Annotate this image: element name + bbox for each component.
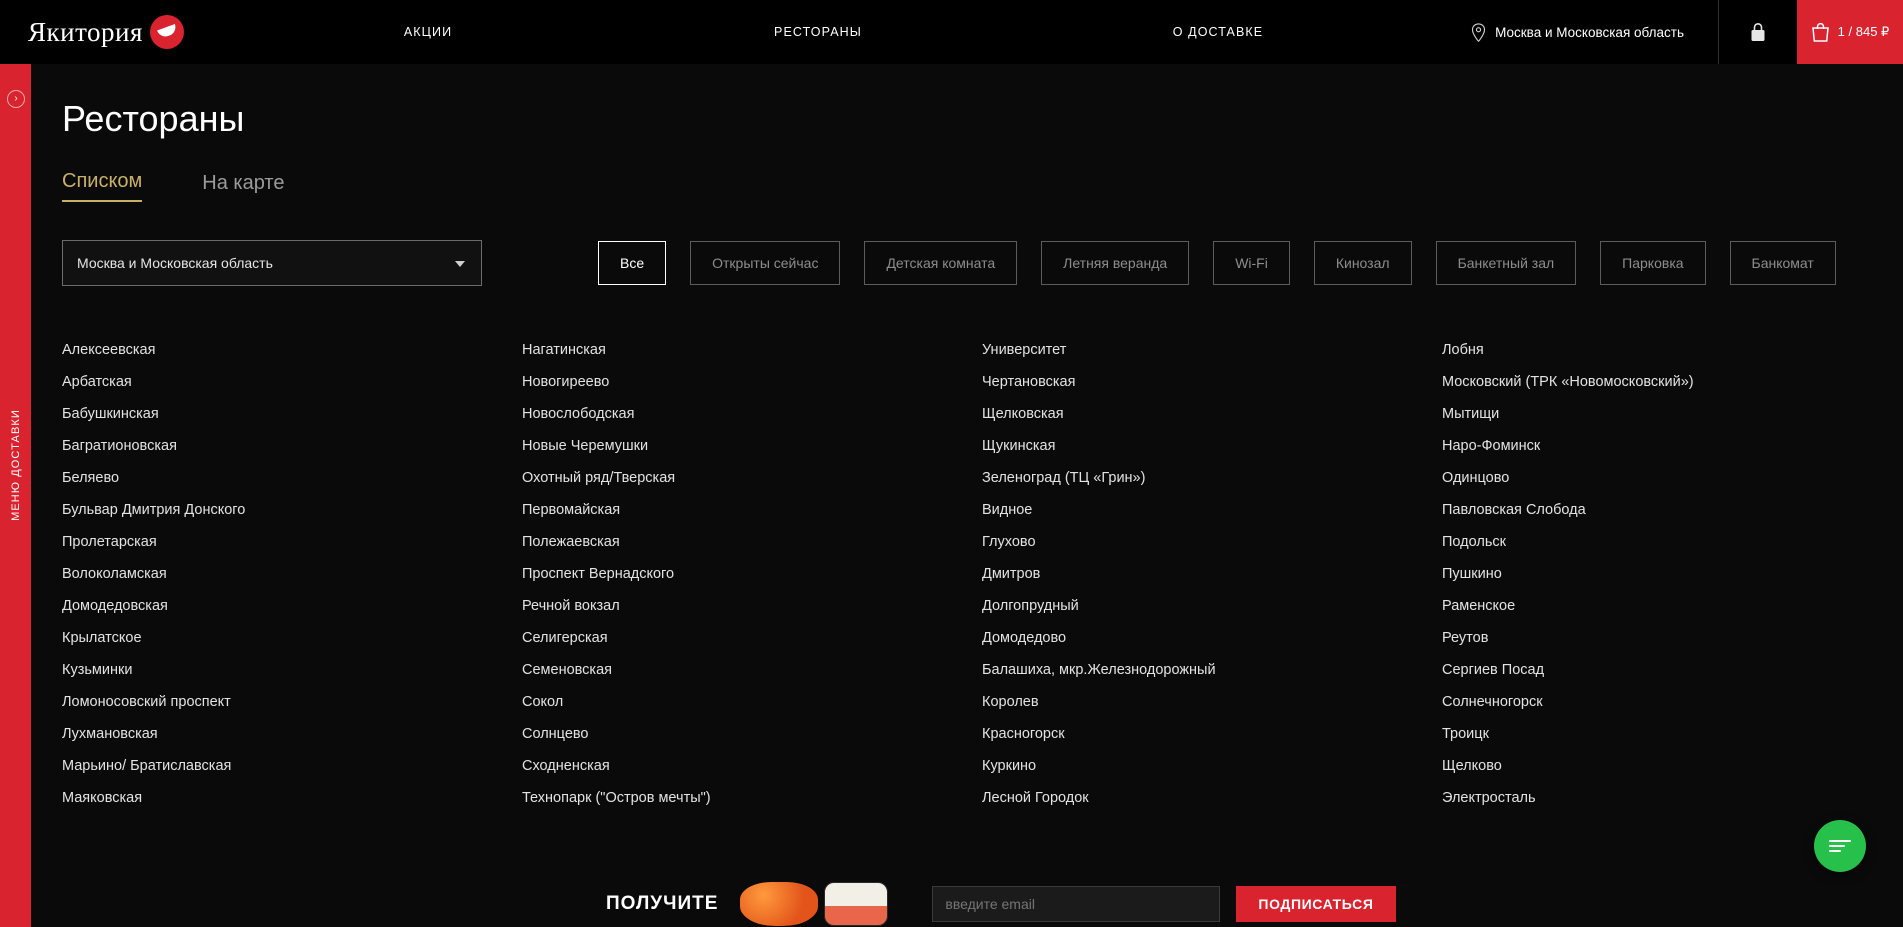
lock-icon bbox=[1749, 21, 1767, 43]
list-item[interactable]: Полежаевская bbox=[522, 534, 620, 550]
list-item[interactable]: Алексеевская bbox=[62, 342, 156, 358]
list-item[interactable]: Новослободская bbox=[522, 406, 635, 422]
subscribe-button[interactable]: ПОДПИСАТЬСЯ bbox=[1236, 886, 1395, 922]
email-field[interactable] bbox=[932, 886, 1220, 922]
filter-chip-cinema[interactable]: Кинозал bbox=[1314, 241, 1412, 285]
list-item[interactable]: Пушкино bbox=[1442, 566, 1502, 582]
location-column-1 bbox=[62, 334, 522, 814]
filter-chip-open-now[interactable]: Открыты сейчас bbox=[690, 241, 840, 285]
list-item[interactable]: Лобня bbox=[1442, 342, 1484, 358]
left-rail bbox=[0, 64, 31, 927]
filter-chip-wifi[interactable]: Wi-Fi bbox=[1213, 241, 1290, 285]
city-select[interactable] bbox=[62, 240, 482, 286]
list-item[interactable]: Мытищи bbox=[1442, 406, 1500, 422]
list-item[interactable]: Проспект Вернадского bbox=[522, 566, 675, 582]
list-item[interactable]: Сергиев Посад bbox=[1442, 662, 1545, 678]
location-column-4 bbox=[1442, 334, 1902, 814]
list-item[interactable]: Щукинская bbox=[982, 438, 1056, 454]
list-item[interactable]: Московский (ТРК «Новомосковский») bbox=[1442, 374, 1694, 390]
list-item[interactable]: Марьино/ Братиславская bbox=[62, 758, 232, 774]
promo-headline: ПОЛУЧИТЕ bbox=[606, 892, 719, 914]
list-item[interactable]: Технопарк ("Остров мечты") bbox=[522, 790, 711, 806]
tab-map-view[interactable]: На карте bbox=[202, 172, 285, 194]
list-item[interactable]: Щелковская bbox=[982, 406, 1064, 422]
cart-label: 1 / 845 ₽ bbox=[1837, 24, 1890, 39]
list-item[interactable]: Домодедово bbox=[982, 630, 1067, 646]
main-content bbox=[31, 64, 1903, 814]
list-item[interactable]: Зеленоград (ТЦ «Грин») bbox=[982, 470, 1146, 486]
newsletter-promo bbox=[31, 880, 1903, 927]
list-item[interactable]: Селигерская bbox=[522, 630, 608, 646]
chat-lines-icon bbox=[1829, 837, 1851, 855]
list-item[interactable]: Дмитров bbox=[982, 566, 1041, 582]
list-item[interactable]: Одинцово bbox=[1442, 470, 1510, 486]
list-item[interactable]: Волоколамская bbox=[62, 566, 167, 582]
filter-chip-all[interactable]: Все bbox=[598, 241, 666, 285]
delivery-menu-label[interactable]: МЕНЮ ДОСТАВКИ bbox=[10, 409, 22, 521]
list-item[interactable]: Нагатинская bbox=[522, 342, 606, 358]
sushi-image bbox=[824, 882, 888, 926]
page-title: Рестораны bbox=[62, 98, 245, 139]
location-column-3 bbox=[982, 334, 1442, 814]
logo-mark-icon bbox=[150, 15, 184, 49]
list-item[interactable]: Королев bbox=[982, 694, 1039, 710]
list-item[interactable]: Семеновская bbox=[522, 662, 613, 678]
list-item[interactable]: Солнечногорск bbox=[1442, 694, 1543, 710]
list-item[interactable]: Павловская Слобода bbox=[1442, 502, 1586, 518]
header-city-selector[interactable] bbox=[1471, 23, 1684, 42]
login-button[interactable] bbox=[1719, 0, 1797, 64]
rail-expand-icon[interactable]: › bbox=[7, 90, 25, 108]
list-item[interactable]: Багратионовская bbox=[62, 438, 177, 454]
list-item[interactable]: Бабушкинская bbox=[62, 406, 159, 422]
cart-bag-icon bbox=[1811, 22, 1830, 42]
city-select-value: Москва и Московская область bbox=[77, 255, 273, 271]
location-pin-icon bbox=[1471, 23, 1486, 42]
list-item[interactable]: Сокол bbox=[522, 694, 564, 710]
list-item[interactable]: Троицк bbox=[1442, 726, 1489, 742]
list-item[interactable]: Видное bbox=[982, 502, 1033, 518]
filter-chip-parking[interactable]: Парковка bbox=[1600, 241, 1705, 285]
list-item[interactable]: Сходненская bbox=[522, 758, 610, 774]
list-item[interactable]: Балашиха, мкр.Железнодорожный bbox=[982, 662, 1216, 678]
list-item[interactable]: Реутов bbox=[1442, 630, 1489, 646]
filter-chip-atm[interactable]: Банкомат bbox=[1730, 241, 1836, 285]
list-item[interactable]: Беляево bbox=[62, 470, 120, 486]
chevron-down-icon bbox=[455, 261, 465, 267]
list-item[interactable]: Глухово bbox=[982, 534, 1036, 550]
list-item[interactable]: Речной вокзал bbox=[522, 598, 620, 614]
chat-widget-button[interactable] bbox=[1814, 820, 1866, 872]
logo-text: Якитория bbox=[28, 16, 143, 47]
nav-item-promotions[interactable]: АКЦИИ bbox=[403, 25, 453, 39]
list-item[interactable]: Куркино bbox=[982, 758, 1037, 774]
restaurant-location-grid bbox=[62, 334, 1903, 814]
list-item[interactable]: Пролетарская bbox=[62, 534, 157, 550]
location-column-2 bbox=[522, 334, 982, 814]
list-item[interactable]: Щелково bbox=[1442, 758, 1502, 774]
list-item[interactable]: Раменское bbox=[1442, 598, 1516, 614]
list-item[interactable]: Арбатская bbox=[62, 374, 132, 390]
tab-list-view[interactable]: Списком bbox=[62, 170, 142, 202]
list-item[interactable]: Маяковская bbox=[62, 790, 143, 806]
nav-item-restaurants[interactable]: РЕСТОРАНЫ bbox=[774, 25, 862, 39]
filter-chip-group bbox=[598, 241, 1836, 285]
list-item[interactable]: Долгопрудный bbox=[982, 598, 1079, 614]
filter-chip-banquet-hall[interactable]: Банкетный зал bbox=[1436, 241, 1577, 285]
caviar-image bbox=[740, 882, 818, 926]
list-item[interactable]: Новогиреево bbox=[522, 374, 610, 390]
filter-chip-kids-room[interactable]: Детская комната bbox=[864, 241, 1017, 285]
list-item[interactable]: Домодедовская bbox=[62, 598, 168, 614]
list-item[interactable]: Лухмановская bbox=[62, 726, 158, 742]
list-item[interactable]: Солнцево bbox=[522, 726, 589, 742]
list-item[interactable]: Лесной Городок bbox=[982, 790, 1089, 806]
list-item[interactable]: Новые Черемушки bbox=[522, 438, 649, 454]
nav-item-delivery[interactable]: О ДОСТАВКЕ bbox=[1172, 25, 1264, 39]
view-tabs bbox=[62, 170, 1903, 202]
list-item[interactable]: Электросталь bbox=[1442, 790, 1536, 806]
list-item[interactable]: Первомайская bbox=[522, 502, 621, 518]
list-item[interactable]: Бульвар Дмитрия Донского bbox=[62, 502, 246, 518]
list-item[interactable]: Крылатское bbox=[62, 630, 142, 646]
list-item[interactable]: Подольск bbox=[1442, 534, 1506, 550]
list-item[interactable]: Охотный ряд/Тверская bbox=[522, 470, 676, 486]
site-header bbox=[0, 0, 1903, 64]
list-item[interactable]: Университет bbox=[982, 342, 1067, 358]
cart-button[interactable] bbox=[1797, 0, 1903, 64]
main-nav bbox=[238, 0, 1441, 64]
header-city-label: Москва и Московская область bbox=[1495, 24, 1684, 40]
list-item[interactable]: Кузьминки bbox=[62, 662, 133, 678]
list-item[interactable]: Ломоносовский проспект bbox=[62, 694, 231, 710]
logo[interactable] bbox=[28, 15, 238, 49]
list-item[interactable]: Красногорск bbox=[982, 726, 1065, 742]
list-item[interactable]: Чертановская bbox=[982, 374, 1076, 390]
list-item[interactable]: Наро-Фоминск bbox=[1442, 438, 1541, 454]
filter-controls bbox=[62, 240, 1903, 286]
filter-chip-summer-terrace[interactable]: Летняя веранда bbox=[1041, 241, 1189, 285]
